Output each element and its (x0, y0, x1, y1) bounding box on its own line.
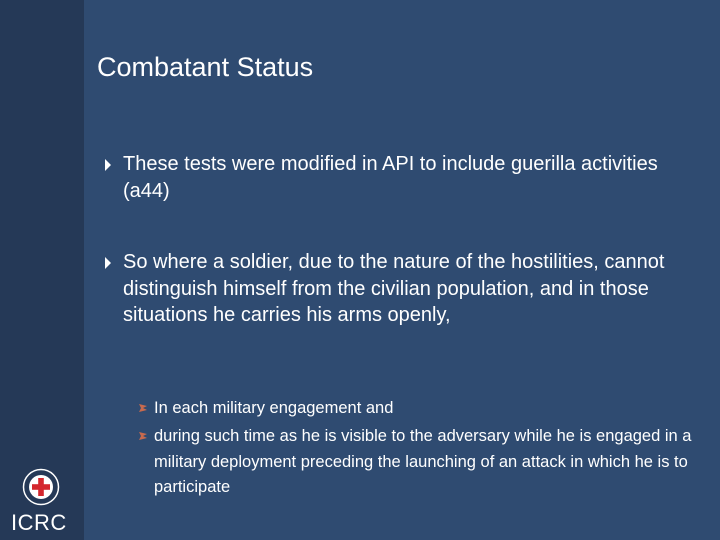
arrow-bullet-icon (105, 257, 111, 269)
bullet-item (105, 249, 695, 329)
bullet-text: So where a soldier, due to the nature of the hostilities, cannot distinguish himself from the civilian population, and in those situations he carries his arms openly, (123, 251, 665, 326)
sub-bullet-text: In each military engagement and (154, 399, 394, 417)
bullet-item (105, 151, 695, 204)
bullet-text: These tests were modified in API to include guerilla activities (a44) (123, 153, 658, 202)
sub-bullet-item (138, 396, 698, 422)
sub-bullet-text: during such time as he is visible to the adversary while he is engaged in a military deployment preceding the launching of an attack in which he is to participate (154, 427, 692, 496)
slide-title: Combatant Status (97, 52, 314, 82)
arrow-bullet-icon (105, 159, 111, 171)
org-name: ICRC (11, 510, 67, 535)
sub-bullet-marker-icon (138, 431, 148, 441)
sub-bullet-marker-icon (138, 403, 148, 413)
sub-bullet-item (138, 424, 698, 501)
